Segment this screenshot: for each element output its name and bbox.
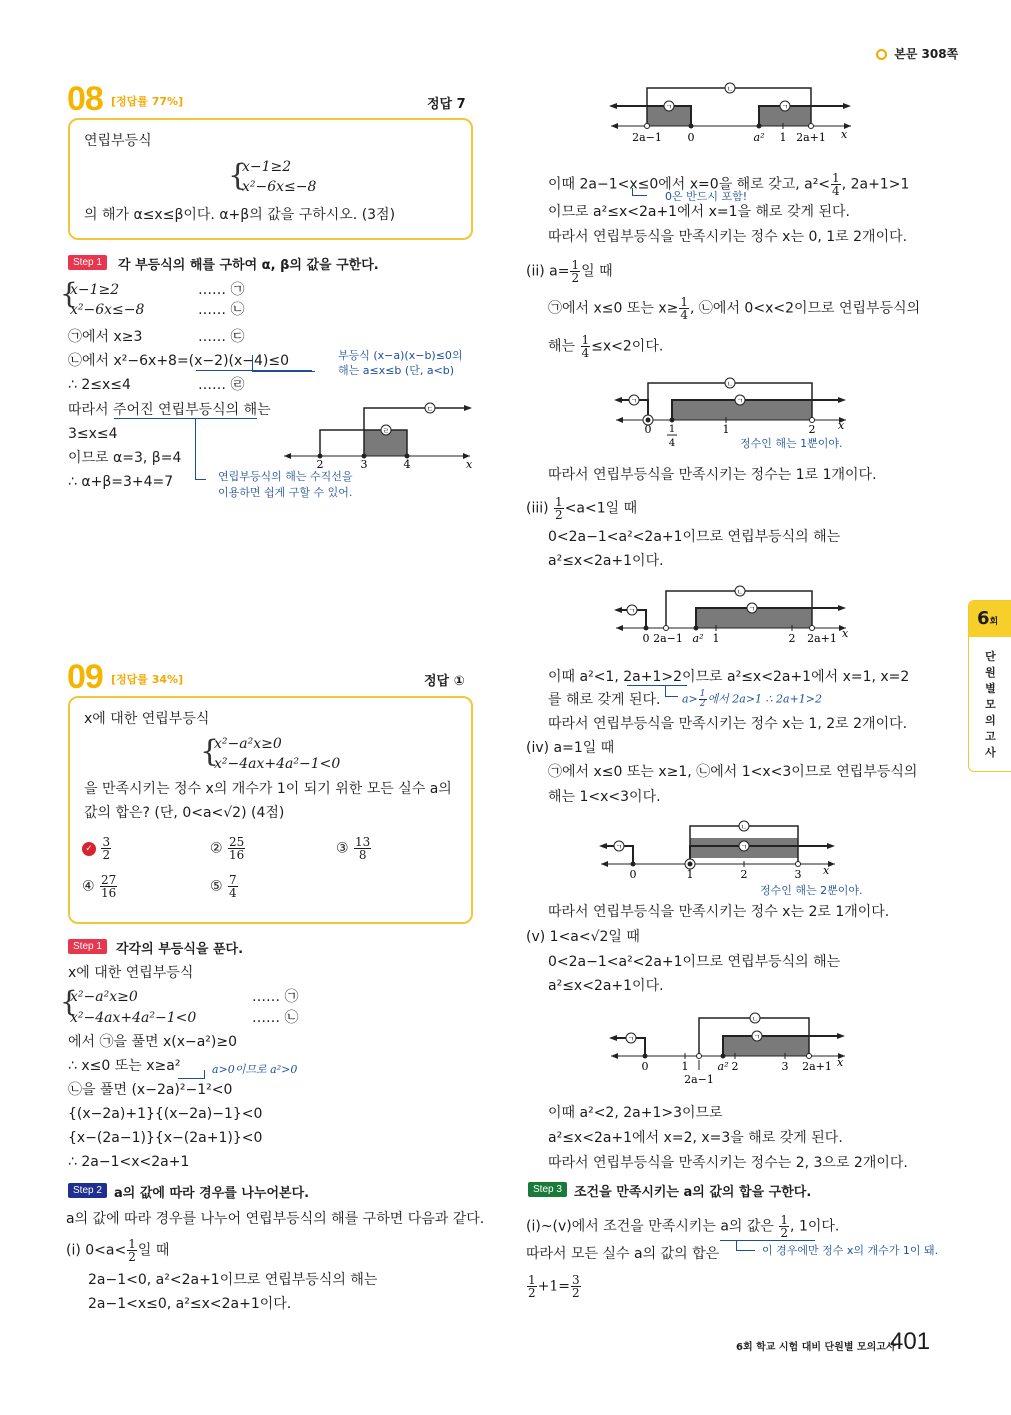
step-badge: Step 1 — [68, 255, 107, 270]
problem-question: 을 만족시키는 정수 x의 개수가 1이 되기 위한 모든 실수 a의 — [84, 781, 452, 797]
solution-line: 를 해로 갖게 된다. — [548, 692, 661, 708]
number-line-diagram — [280, 398, 476, 470]
number-line-case5 — [605, 1008, 850, 1088]
tip-note: a> $\frac{1}{2}$ 에서 2a>1 ∴ 2a+1>2 — [682, 689, 823, 709]
svg-text:ㄱ: ㄱ — [736, 397, 744, 405]
underline — [114, 418, 257, 419]
step-title: 각각의 부등식을 푼다. — [116, 942, 244, 957]
svg-text:ㄷ: ㄷ — [426, 405, 434, 413]
underline — [720, 1240, 815, 1241]
solution-line: 3≤x≤4 — [68, 426, 118, 442]
svg-text:3: 3 — [794, 868, 802, 881]
svg-text:x: x — [823, 864, 830, 877]
solution-line: a의 값에 따라 경우를 나누어 연립부등식의 해를 구하면 다음과 같다. — [66, 1211, 485, 1227]
system-brace: { — [228, 158, 248, 193]
solution-line: 0<2a−1<a²<2a+1이므로 연립부등식의 해는 — [548, 954, 841, 970]
svg-text:ㄴ: ㄴ — [740, 823, 748, 831]
svg-text:ㄴ: ㄴ — [726, 380, 734, 388]
choice-1[interactable]: ✓ $\frac{3}{2}$ — [82, 836, 112, 861]
svg-text:ㄱ: ㄱ — [781, 103, 789, 111]
svg-text:2a−1: 2a−1 — [632, 131, 662, 144]
svg-text:x: x — [841, 128, 848, 141]
solution-line: 따라서 연립부등식을 만족시키는 정수는 1로 1개이다. — [548, 467, 877, 483]
svg-text:0: 0 — [644, 423, 652, 436]
svg-text:ㄱ: ㄱ — [753, 1033, 761, 1041]
tip-note: 이용하면 쉽게 구할 수 있어. — [218, 486, 353, 499]
tip-note: 연립부등식의 해는 수직선을 — [218, 470, 353, 483]
case-heading: (iii) $\frac{1}{2}$ <a<1일 때 — [526, 495, 638, 522]
arrow-connector — [252, 355, 315, 372]
choice-2[interactable]: ② $\frac{25}{16}$ — [210, 835, 245, 862]
svg-text:ㄱ: ㄱ — [628, 607, 636, 615]
correct-rate: [정답률 34%] — [111, 673, 184, 686]
svg-text:ㄱ: ㄱ — [615, 843, 623, 851]
choice-3[interactable]: ③ $\frac{13}{8}$ — [336, 835, 371, 862]
answer-label: 정답 ① — [424, 674, 465, 689]
svg-text:2a+1: 2a+1 — [796, 131, 826, 144]
solution-line: 따라서 연립부등식을 만족시키는 정수는 2, 3으로 2개이다. — [548, 1155, 908, 1171]
problem-question: 값의 합은? (단, 0<a<√2) (4점) — [84, 805, 285, 821]
case-heading: (v) 1<a<√2일 때 — [526, 929, 640, 945]
svg-text:2: 2 — [740, 868, 748, 881]
solution-line: ∴ 2a−1<x<2a+1 — [68, 1154, 190, 1170]
inequality-2: x²−6x≤−8 — [242, 179, 317, 195]
problem-box — [68, 118, 473, 240]
page-reference — [876, 45, 958, 62]
svg-text:x: x — [842, 627, 849, 640]
solution-line: 따라서 연립부등식을 만족시키는 정수 x는 2로 1개이다. — [548, 904, 890, 920]
solution-line: x²−4ax+4a²−1<0 — [70, 1010, 197, 1026]
svg-text:4: 4 — [403, 458, 411, 470]
marker: …… ㉣ — [198, 377, 245, 393]
selected-check-icon: ✓ — [82, 842, 96, 856]
arrow-connector — [178, 1070, 205, 1079]
answer-label: 정답 7 — [427, 97, 466, 112]
svg-text:ㄱ: ㄱ — [740, 843, 748, 851]
tip-note: 부등식 (x−a)(x−b)≤0의 — [338, 349, 463, 362]
page-number: 401 — [890, 1328, 931, 1355]
solution-line: 2a−1<x≤0, a²≤x<2a+1이다. — [88, 1296, 292, 1312]
svg-text:1: 1 — [779, 131, 787, 144]
system-brace: { — [60, 277, 78, 310]
footer-series-title: 6회 학교 시험 대비 단원별 모의고사 — [736, 1342, 896, 1353]
tip-note: 정수인 해는 1뿐이야. — [740, 437, 843, 450]
svg-text:1: 1 — [668, 424, 676, 435]
solution-line: (i)~(v)에서 조건을 만족시키는 a의 값은 $\frac{1}{2}$ , 1이다. — [526, 1213, 840, 1240]
svg-text:1: 1 — [686, 868, 694, 881]
arrow-connector — [195, 419, 206, 480]
svg-text:1: 1 — [712, 632, 720, 645]
marker: …… ㉠ — [252, 989, 299, 1005]
solution-line: ㉠에서 x≤0 또는 x≥1, ㉡에서 1<x<3이므로 연립부등식의 — [548, 764, 918, 780]
side-tab-label: 단원별모의고사 — [985, 650, 996, 759]
marker: …… ㉡ — [198, 302, 245, 318]
svg-text:ㄴ: ㄴ — [751, 1015, 759, 1023]
underline — [627, 685, 687, 686]
number-line-case1 — [605, 78, 855, 148]
solution-line: x에 대한 연립부등식 — [68, 965, 194, 981]
tip-note: a>0이므로 a²>0 — [212, 1063, 298, 1076]
marker: …… ㉡ — [252, 1010, 299, 1026]
svg-text:0: 0 — [629, 868, 637, 881]
solution-line: 해는 $\frac{1}{4}$ ≤x<2이다. — [548, 333, 664, 360]
svg-text:2: 2 — [808, 423, 816, 436]
problem-box — [68, 696, 473, 924]
solution-line: ㉡에서 x²−6x+8=(x−2)(x−4)≤0 — [68, 353, 290, 369]
inequality-1: x−1≥2 — [242, 159, 292, 175]
solution-line: 0<2a−1<a²<2a+1이므로 연립부등식의 해는 — [548, 529, 841, 545]
solution-line: 따라서 주어진 연립부등식의 해는 — [68, 402, 271, 418]
svg-text:2: 2 — [731, 1060, 739, 1073]
svg-text:x: x — [838, 419, 845, 432]
arrow-connector — [665, 686, 678, 697]
number-line-case3 — [610, 583, 850, 647]
svg-text:2a−1: 2a−1 — [653, 632, 683, 645]
problem-question: 의 해가 α≤x≤β이다. α+β의 값을 구하시오. (3점) — [84, 207, 396, 223]
solution-line: ∴ x≤0 또는 x≥a² — [68, 1058, 181, 1074]
svg-text:2a+1: 2a+1 — [802, 1060, 832, 1073]
svg-text:3: 3 — [781, 1060, 789, 1073]
svg-text:ㄱ: ㄱ — [665, 103, 673, 111]
solution-line: a²≤x<2a+1에서 x=2, x=3을 해로 갖게 된다. — [548, 1130, 843, 1146]
system-brace: { — [200, 734, 220, 769]
solution-line: {(x−2a)+1}{(x−2a)−1}<0 — [68, 1106, 263, 1122]
arrow-connector — [632, 188, 647, 196]
arrow-connector — [736, 1241, 755, 1251]
solution-line: x²−a²x≥0 — [70, 989, 138, 1005]
solution-line: 이때 a²<2, 2a+1>3이므로 — [548, 1105, 723, 1121]
svg-text:ㄴ: ㄴ — [736, 588, 744, 596]
problem-intro: 연립부등식 — [84, 133, 152, 149]
case-heading: (ii) a= $\frac{1}{2}$ 일 때 — [526, 258, 613, 285]
svg-text:4: 4 — [668, 438, 676, 449]
solution-line: ㉠에서 x≤0 또는 x≥ $\frac{1}{4}$ , ㉡에서 0<x<2이므로 연립부등식의 — [548, 295, 921, 322]
solution-line: {x−(2a−1)}{x−(2a+1)}<0 — [68, 1130, 263, 1146]
question-number: 08 — [67, 80, 103, 118]
step-badge: Step 3 — [528, 1182, 567, 1197]
solution-line: ㉡을 풀면 (x−2a)²−1²<0 — [68, 1082, 233, 1098]
solution-line: 따라서 연립부등식을 만족시키는 정수 x는 0, 1로 2개이다. — [548, 229, 908, 245]
tip-note: 해는 a≤x≤b (단, a<b) — [338, 364, 455, 377]
solution-line: ∴ α+β=3+4=7 — [68, 474, 174, 490]
chapter-side-tab — [968, 600, 1011, 772]
svg-text:ㄱ: ㄱ — [627, 1035, 635, 1043]
marker: …… ㉠ — [198, 282, 245, 298]
svg-text:a²: a² — [692, 632, 704, 645]
system-brace: { — [60, 985, 78, 1018]
choice-4[interactable]: ④ $\frac{27}{16}$ — [82, 873, 117, 900]
solution-line: 이므로 α=3, β=4 — [68, 450, 182, 466]
circle-icon — [876, 49, 887, 60]
inequality-2: x²−4ax+4a²−1<0 — [214, 756, 341, 772]
step-title: 조건을 만족시키는 a의 값의 합을 구한다. — [574, 1185, 812, 1200]
final-result: $\frac{1}{2}$ +1= $\frac{3}{2}$ — [528, 1273, 580, 1300]
svg-text:0: 0 — [687, 131, 695, 144]
svg-text:0: 0 — [642, 632, 650, 645]
solution-line: ∴ 2≤x≤4 — [68, 377, 131, 393]
step-title: a의 값에 따라 경우를 나누어본다. — [114, 1186, 310, 1201]
step-badge: Step 2 — [68, 1183, 107, 1198]
svg-text:ㄹ: ㄹ — [382, 427, 390, 435]
page-reference-label: 본문 308쪽 — [894, 47, 959, 61]
svg-text:2: 2 — [788, 632, 796, 645]
svg-text:0: 0 — [641, 1060, 649, 1073]
solution-line: a²≤x<2a+1이다. — [548, 553, 664, 569]
round-badge: 6회 — [969, 601, 1011, 637]
tip-note: 이 경우에만 정수 x의 개수가 1이 돼. — [762, 1244, 939, 1257]
inequality-1: x²−a²x≥0 — [214, 736, 282, 752]
correct-rate: [정답률 77%] — [111, 95, 184, 108]
solution-line: x−1≥2 — [70, 282, 120, 298]
solution-line: 에서 ㉠을 풀면 x(x−a²)≥0 — [68, 1034, 238, 1050]
solution-line: 해는 1<x<3이다. — [548, 789, 661, 805]
tip-note: 0은 반드시 포함! — [665, 190, 748, 203]
solution-line: 2a−1<0, a²<2a+1이므로 연립부등식의 해는 — [88, 1272, 378, 1288]
tip-note: 정수인 해는 2뿐이야. — [760, 884, 863, 897]
number-line-case4 — [595, 818, 845, 882]
svg-text:1: 1 — [681, 1060, 689, 1073]
svg-text:2a+1: 2a+1 — [807, 632, 837, 645]
solution-line: 이므로 a²≤x<2a+1에서 x=1을 해로 갖게 된다. — [548, 204, 850, 220]
svg-text:ㄴ: ㄴ — [726, 85, 734, 93]
solution-line: 이때 a²<1, 2a+1>2이므로 a²≤x<2a+1에서 x=1, x=2 — [548, 669, 910, 685]
problem-intro: x에 대한 연립부등식 — [84, 711, 210, 727]
marker: …… ㉢ — [198, 329, 245, 345]
svg-text:ㄱ: ㄱ — [748, 605, 756, 613]
solution-line: x²−6x≤−8 — [70, 302, 145, 318]
solution-line: 따라서 연립부등식을 만족시키는 정수 x는 1, 2로 2개이다. — [548, 716, 908, 732]
step-title: 각 부등식의 해를 구하여 α, β의 값을 구한다. — [118, 258, 379, 273]
svg-text:x: x — [837, 1056, 844, 1069]
solution-line: ㉠에서 x≥3 — [68, 329, 143, 345]
question-number: 09 — [67, 658, 103, 696]
svg-text:2: 2 — [316, 458, 324, 470]
solution-line: 따라서 모든 실수 a의 값의 합은 — [526, 1246, 720, 1262]
svg-text:x: x — [466, 458, 473, 470]
choice-5[interactable]: ⑤ $\frac{7}{4}$ — [210, 873, 237, 900]
svg-text:3: 3 — [360, 458, 368, 470]
svg-text:a²: a² — [717, 1060, 729, 1073]
solution-line: a²≤x<2a+1이다. — [548, 978, 664, 994]
step-badge: Step 1 — [68, 939, 107, 954]
case-heading: (i) 0<a< $\frac{1}{2}$ 일 때 — [66, 1237, 170, 1264]
case-heading: (iv) a=1일 때 — [526, 740, 615, 756]
svg-text:1: 1 — [722, 423, 730, 436]
svg-text:ㄱ: ㄱ — [630, 397, 638, 405]
svg-text:2a−1: 2a−1 — [684, 1073, 714, 1086]
solution-line: 이때 2a−1<x≤0에서 x=0을 해로 갖고, a²< $\frac{1}{4}$ , 2a+1>1 — [548, 171, 910, 198]
svg-text:a²: a² — [753, 131, 765, 144]
